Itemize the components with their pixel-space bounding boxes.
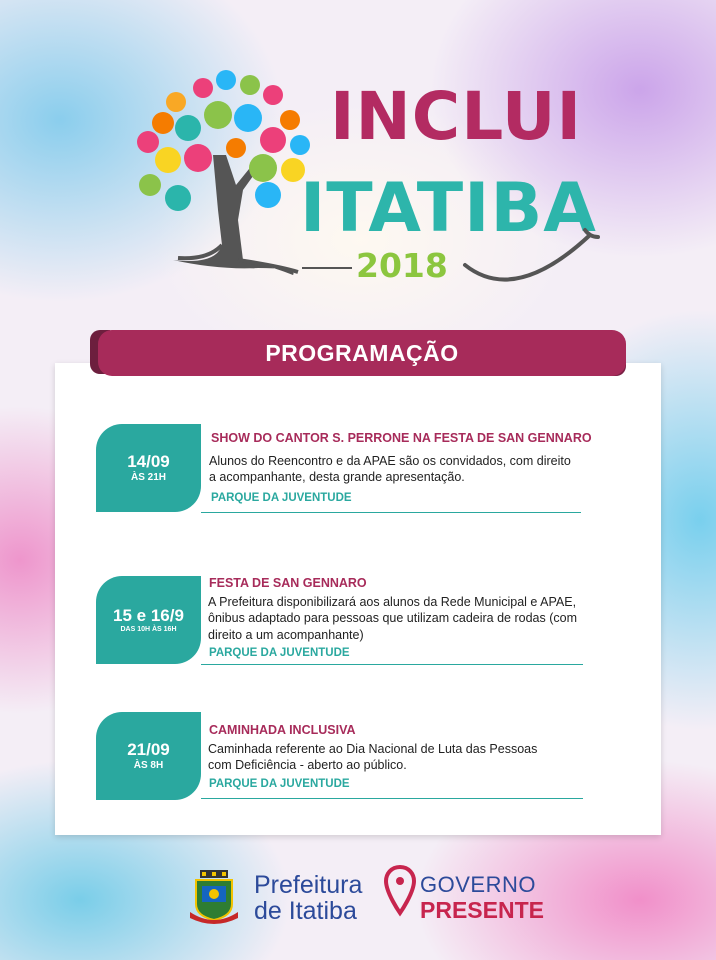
event-description xyxy=(208,741,537,774)
prefeitura-name-line1: Prefeitura xyxy=(254,871,363,899)
city-crest-icon xyxy=(188,868,240,926)
event-divider xyxy=(201,798,583,799)
event-date: 14/09 xyxy=(127,451,170,471)
event-place: PARQUE DA JUVENTUDE xyxy=(211,492,352,504)
program-heading: PROGRAMAÇÃO xyxy=(98,330,626,376)
event-description-line: A Prefeitura disponibilizará aos alunos da Rede Municipal e APAE, xyxy=(208,595,577,609)
event-time: DAS 10H ÀS 16H xyxy=(120,626,177,633)
event-time: ÀS 21H xyxy=(130,472,166,484)
prefeitura-name-line2: de Itatiba xyxy=(254,897,357,925)
title-inclui: INCLUI xyxy=(330,78,583,155)
event-date-badge xyxy=(96,576,201,664)
event-description-line: ônibus adaptado para pessoas que utilizam cadeira de rodas (com xyxy=(208,611,577,626)
event-divider xyxy=(201,664,583,665)
event-description-line: com Deficiência - aberto ao público. xyxy=(208,758,407,773)
event-place: PARQUE DA JUVENTUDE xyxy=(209,647,350,659)
event-title: CAMINHADA INCLUSIVA xyxy=(209,723,356,737)
event-date-badge xyxy=(96,712,201,800)
event-description xyxy=(208,594,577,643)
smile-arc-icon xyxy=(440,215,610,295)
event-description xyxy=(209,453,571,486)
event-place: PARQUE DA JUVENTUDE xyxy=(209,778,350,790)
event-title: SHOW DO CANTOR S. PERRONE NA FESTA DE SAN GENNARO xyxy=(211,431,592,445)
location-pin-icon xyxy=(384,865,416,917)
event-date: 21/09 xyxy=(127,739,170,759)
governo-line2: PRESENTE xyxy=(420,897,544,923)
event-description-line: Alunos do Reencontro e da APAE são os convidados, com direito xyxy=(209,454,571,468)
event-divider xyxy=(201,512,581,513)
title-itatiba: ITATIBA xyxy=(300,169,597,248)
event-date: 15 e 16/9 xyxy=(113,605,184,625)
title-year: 2018 xyxy=(356,246,448,285)
governo-line1: GOVERNO xyxy=(420,872,536,897)
year-divider xyxy=(302,267,352,269)
event-date-badge xyxy=(96,424,201,512)
event-description-line: direito a um acompanhante) xyxy=(208,627,364,642)
event-time: ÀS 8H xyxy=(133,760,164,772)
event-description-line: a acompanhante, desta grande apresentação. xyxy=(209,470,465,485)
event-description-line: Caminhada referente ao Dia Nacional de Luta das Pessoas xyxy=(208,742,538,756)
event-title: FESTA DE SAN GENNARO xyxy=(209,576,367,590)
